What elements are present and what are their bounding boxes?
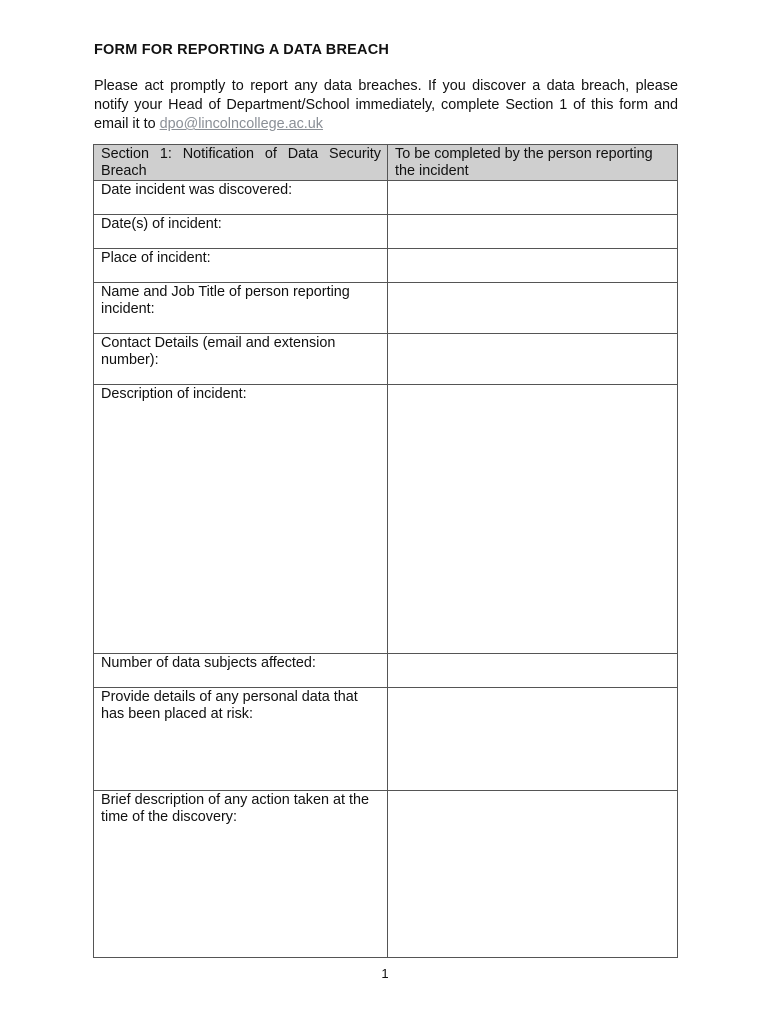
- intro-paragraph: [94, 77, 678, 134]
- form-title: FORM FOR REPORTING A DATA BREACH: [94, 42, 390, 58]
- table-row: [94, 791, 678, 958]
- row-label-date-discovered: Date incident was discovered:: [94, 181, 388, 215]
- intro-text: Please act promptly to report any data breaches. If you discover a data breach, please notify your Head of Department/School immediately, complete Section 1 of this form and email it to: [94, 78, 678, 132]
- section-1-header: Section 1: Notification of Data Security Breach: [94, 145, 388, 181]
- dpo-email-link[interactable]: dpo@lincolncollege.ac.uk: [159, 116, 324, 132]
- row-label-reporter: Name and Job Title of person reporting incident:: [94, 283, 388, 334]
- table-row: [94, 688, 678, 791]
- table-row: [94, 215, 678, 249]
- table-row: [94, 654, 678, 688]
- table-row: [94, 249, 678, 283]
- field-contact[interactable]: [388, 334, 678, 385]
- row-label-place: Place of incident:: [94, 249, 388, 283]
- page-number: 1: [381, 966, 389, 981]
- field-place[interactable]: [388, 249, 678, 283]
- field-date-discovered[interactable]: [388, 181, 678, 215]
- table-row: [94, 181, 678, 215]
- field-personal-data[interactable]: [388, 688, 678, 791]
- field-dates-of-incident[interactable]: [388, 215, 678, 249]
- field-description[interactable]: [388, 385, 678, 654]
- table-row: [94, 283, 678, 334]
- row-label-personal-data: Provide details of any personal data that has been placed at risk:: [94, 688, 388, 791]
- field-action-taken[interactable]: [388, 791, 678, 958]
- row-label-contact: Contact Details (email and extension number):: [94, 334, 388, 385]
- breach-report-table: [93, 144, 678, 958]
- row-label-description: Description of incident:: [94, 385, 388, 654]
- row-label-subjects-affected: Number of data subjects affected:: [94, 654, 388, 688]
- row-label-action-taken: Brief description of any action taken at the time of the discovery:: [94, 791, 388, 958]
- field-reporter[interactable]: [388, 283, 678, 334]
- table-header-row: [94, 145, 678, 181]
- table-row: [94, 334, 678, 385]
- instructions-header: To be completed by the person reporting the incident: [388, 145, 678, 181]
- row-label-dates-of-incident: Date(s) of incident:: [94, 215, 388, 249]
- field-subjects-affected[interactable]: [388, 654, 678, 688]
- table-row: [94, 385, 678, 654]
